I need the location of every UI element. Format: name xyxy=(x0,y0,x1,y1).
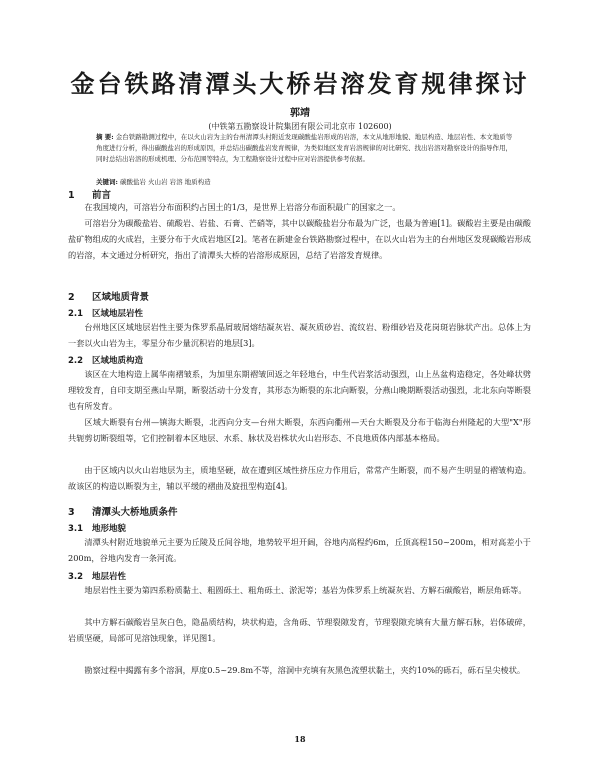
abstract-text: 金台铁路勘测过程中，在以火山岩为主的台州清潭头村附近发现碳酸盐岩形成的岩溶，本文从地形地貌、地层构造、地层岩性、本文地质等角度进行分析，得出碳酸盐岩的形成原因，并总结出碳酸盐岩发育规律，为类似地区发育岩溶规律的对比研究、找出岩溶对勘察设计的指导作用，同时总结出岩溶的形成机理、分布范围等特点，为工程勘察设计过程中应对岩溶提供参考依据。 xyxy=(96,133,513,163)
author-name: 郭靖 xyxy=(290,108,310,119)
paragraph: 由于区域内以火山岩地层为主，质地坚硬，故在遭到区域性挤压应力作用后，常常产生断裂，而不易产生明显的褶皱构造。故该区的构造以断裂为主，辅以平缓的褶曲及旋扭型构造[4]。 xyxy=(68,465,531,491)
paragraph: 台州地区区域地层岩性主要为侏罗系晶屑玻屑熔结凝灰岩、凝灰质砂岩、流纹岩、粉细砂岩及花岗斑岩脉状产出。总体上为一套以火山岩为主，零星分布少量沉积岩的地层[3]。 xyxy=(68,322,531,348)
section-title: 清潭头大桥地质条件 xyxy=(92,507,178,518)
section-title: 前言 xyxy=(92,190,112,201)
section-number: 3.2 xyxy=(68,572,84,582)
abstract-label: 摘 要: xyxy=(96,133,114,141)
keywords xyxy=(96,177,516,187)
paragraph: 地层岩性主要为第四系粉质黏土、粗圆砾土、粗角砾土、淤泥等；基岩为侏罗系上统凝灰岩、方解石碳酸岩，断层角砾等。 xyxy=(84,585,527,595)
paragraph: 可溶岩分为碳酸盐岩、硫酸岩、岩盐、石膏、芒硝等，其中以碳酸盐岩分布最为广泛，也最为普遍[1]。碳酸岩主要是由碳酸盐矿物组成的火成岩，主要分布于火成岩地区[2]。笔者在新建金台铁路勘察过程中，在以火山岩为主的台州地区发现碳酸岩形成的岩溶，本文通过分析研究，指出了清潭头大桥的岩溶形成原因，总结了岩溶发育规律。 xyxy=(68,218,531,260)
keywords-label: 关键词: xyxy=(96,178,118,186)
paragraph: 区域大断裂有台州—镇海大断裂，北西向分支—台州大断裂，东西向衢州—天台大断裂及分布于临海台州隆起的大型"X"形共轭剪切断裂组等，它们控制着本区地层、水系、脉状及岩株状火山岩形态、不良地质体内部基本格局。 xyxy=(68,417,531,443)
paragraph: 勘察过程中揭露有多个溶洞，厚度0.5~29.8m不等，溶洞中充填有灰黑色流塑状黏土，夹约10%的砾石，砾石呈尖棱状。 xyxy=(84,665,526,675)
section-title: 地层岩性 xyxy=(92,572,127,582)
paragraph: 清潭头村附近地貌单元主要为丘陵及丘间谷地，地势较平坦开阔，谷地内高程约6m，丘顶高程150~200m，相对高差小于200m，谷地内发育一条河流。 xyxy=(68,537,531,563)
paragraph: 在我国境内，可溶岩分布面积约占国土的1/3，是世界上岩溶分布面积最广的国家之一。 xyxy=(84,202,401,212)
section-heading-bridge-geology xyxy=(68,504,178,518)
author-affiliation: (中铁第五勘察设计院集团有限公司北京市 102600) xyxy=(208,122,392,131)
paragraph: 其中方解石碳酸岩呈灰白色，隐晶质结构，块状构造，含角砾、节理裂隙发育，节理裂隙充填有大量方解石脉，岩体破碎，岩质坚硬，局部可见溶蚀现象，详见图1。 xyxy=(68,617,531,643)
section-number: 3 xyxy=(68,507,75,518)
paper-title: 金台铁路清潭头大桥岩溶发育规律探讨 xyxy=(70,69,530,98)
subsection-heading-structure xyxy=(68,354,143,366)
subsection-heading-lithology xyxy=(68,307,143,319)
section-title: 地形地貌 xyxy=(92,524,127,534)
section-number: 1 xyxy=(68,190,75,201)
section-number: 3.1 xyxy=(68,524,84,534)
abstract xyxy=(96,132,516,165)
subsection-heading-strata xyxy=(68,570,126,582)
section-title: 区域地层岩性 xyxy=(92,309,144,319)
section-title: 区域地质构造 xyxy=(92,356,144,366)
keywords-text: 碳酸盐岩 火山岩 岩溶 地质构造 xyxy=(119,178,211,186)
section-number: 2.2 xyxy=(68,356,84,366)
paragraph: 该区在大地构造上属华南褶皱系，为加里东期褶皱回返之年轻地台，中生代岩浆活动强烈，山上丛盆构造稳定，各处峰状劈理较发育，自印支期至燕山早期，断裂活动十分发育，其形态为断裂的东北向断裂，分燕山晚期断裂活动强烈，北北东向等断裂也有所发育。 xyxy=(68,369,531,411)
section-number: 2 xyxy=(68,292,75,303)
section-heading-regional-geology xyxy=(68,289,149,303)
subsection-heading-landform xyxy=(68,522,126,534)
section-title: 区域地质背景 xyxy=(92,292,150,303)
section-number: 2.1 xyxy=(68,309,84,319)
page-number: 18 xyxy=(294,734,306,744)
